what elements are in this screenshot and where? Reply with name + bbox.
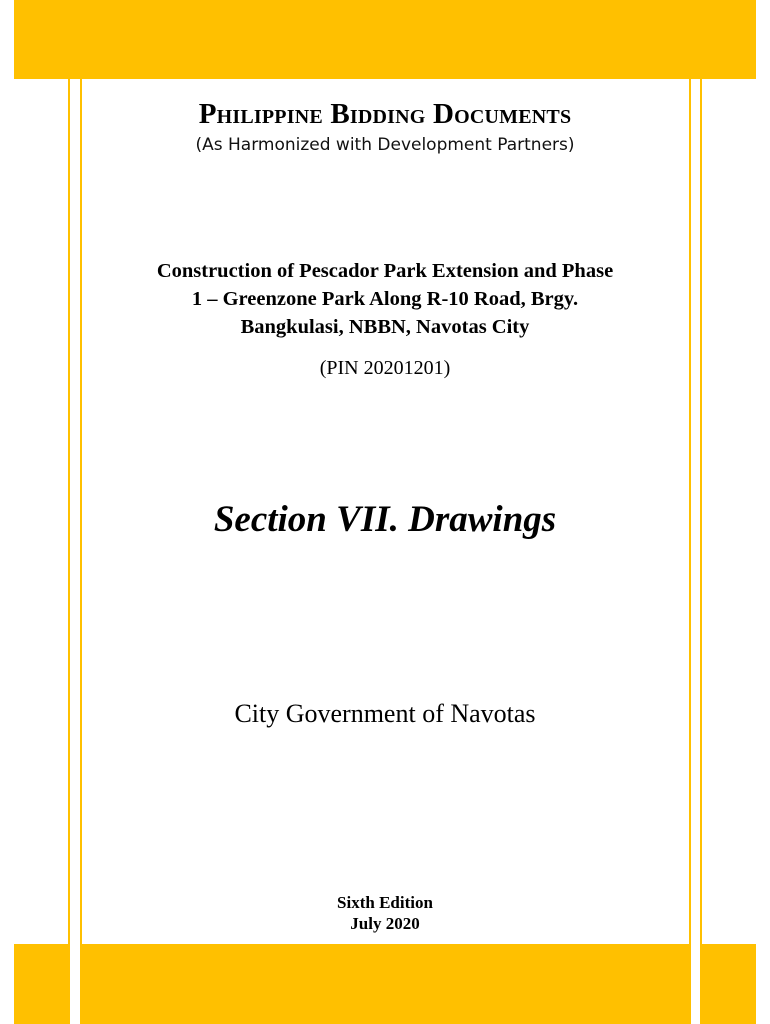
- project-title-line: 1 – Greenzone Park Along R-10 Road, Brgy.: [191, 288, 579, 310]
- right-border-line-outer: [700, 79, 702, 1024]
- procuring-entity: City Government of Navotas: [234, 699, 536, 728]
- section-heading: Section VII. Drawings: [213, 499, 557, 540]
- edition-block: [81, 892, 689, 934]
- edition-label: Sixth Edition: [337, 893, 433, 912]
- right-border-line-inner: [689, 79, 691, 1024]
- bottom-right-yellow-block: [702, 944, 756, 1024]
- edition-date: July 2020: [350, 914, 420, 933]
- left-border-line-outer: [68, 79, 70, 1024]
- bottom-yellow-band: [81, 944, 689, 1024]
- top-yellow-band: [14, 0, 756, 79]
- bottom-left-yellow-block: [14, 944, 68, 1024]
- left-border-line-inner: [80, 79, 82, 1024]
- document-title: Philippine Bidding Documents: [198, 98, 572, 130]
- document-subtitle: (As Harmonized with Development Partners): [195, 135, 575, 155]
- project-title: [110, 257, 660, 341]
- project-pin: (PIN 20201201): [319, 357, 451, 379]
- project-title-line: Bangkulasi, NBBN, Navotas City: [240, 316, 530, 338]
- project-title-line: Construction of Pescador Park Extension and Phase: [156, 260, 614, 282]
